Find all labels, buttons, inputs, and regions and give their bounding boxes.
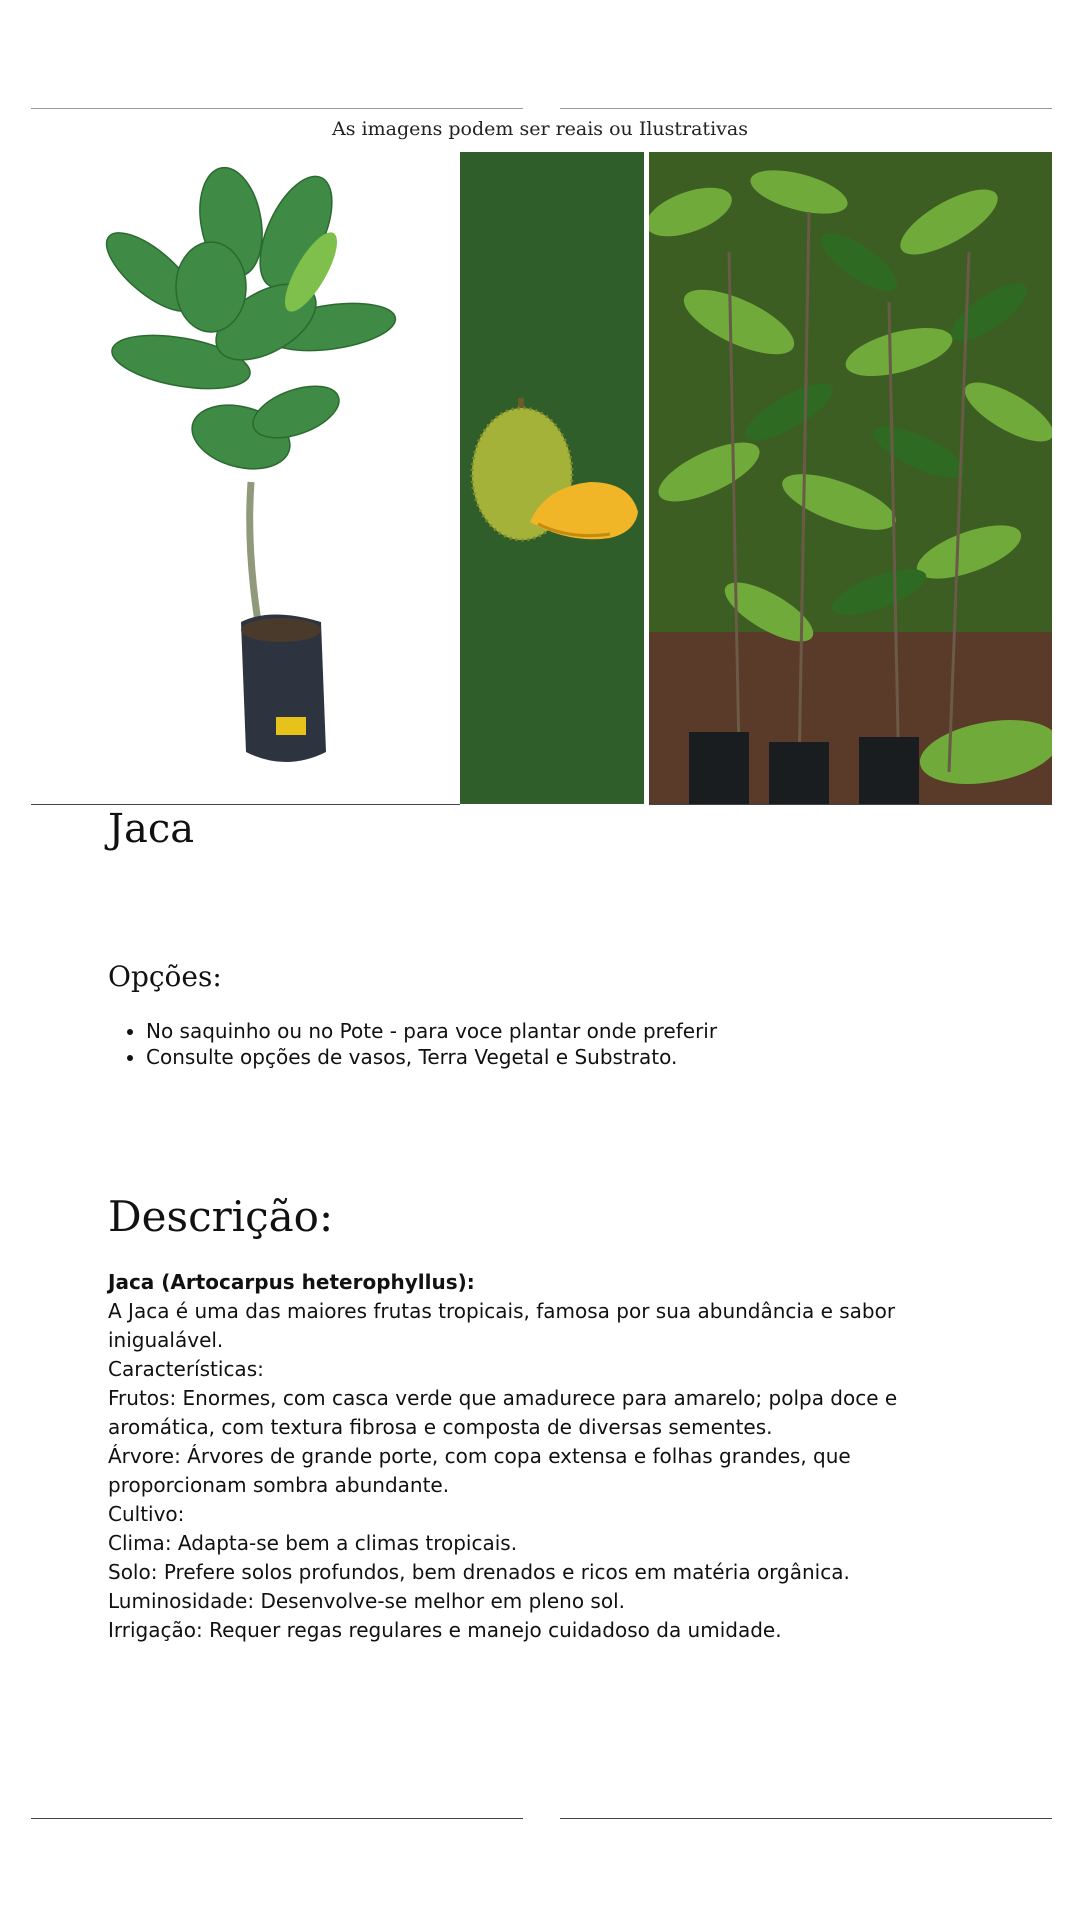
product-image-gallery	[31, 152, 1052, 804]
footer-divider-right	[560, 1818, 1052, 1819]
description-body	[108, 1268, 928, 1645]
description-line: Características:	[108, 1357, 264, 1381]
gallery-image-seedling[interactable]	[31, 152, 460, 804]
image-disclaimer: As imagens podem ser reais ou Ilustrativas	[332, 118, 748, 140]
options-heading: Opções:	[108, 960, 222, 993]
gallery-image-nursery[interactable]	[649, 152, 1052, 804]
top-divider-right	[560, 108, 1052, 109]
description-line: Árvore: Árvores de grande porte, com copa extensa e folhas grandes, que proporcionam sombra abundante.	[108, 1444, 851, 1497]
description-line: Frutos: Enormes, com casca verde que amadurece para amarelo; polpa doce e aromática, com textura fibrosa e composta de diversas sementes.	[108, 1386, 898, 1439]
gallery-bottom-divider-right	[649, 804, 1052, 805]
list-item: • No saquinho ou no Pote - para voce plantar onde preferir	[146, 1018, 717, 1044]
description-line: A Jaca é uma das maiores frutas tropicais, famosa por sua abundância e sabor inigualável.	[108, 1299, 896, 1352]
gallery-image-fruit[interactable]	[460, 152, 644, 804]
description-title: Jaca (Artocarpus heterophyllus):	[108, 1270, 475, 1294]
description-line: Cultivo:	[108, 1502, 185, 1526]
description-heading: Descrição:	[108, 1192, 334, 1241]
top-divider-left	[31, 108, 523, 109]
potted-jackfruit-seedling-image	[31, 152, 460, 804]
description-line: Luminosidade: Desenvolve-se melhor em pleno sol.	[108, 1589, 625, 1613]
description-line: Solo: Prefere solos profundos, bem drenados e ricos em matéria orgânica.	[108, 1560, 850, 1584]
footer-divider-left	[31, 1818, 523, 1819]
list-item: • Consulte opções de vasos, Terra Vegetal e Substrato.	[146, 1044, 717, 1070]
description-line: Clima: Adapta-se bem a climas tropicais.	[108, 1531, 518, 1555]
product-title: Jaca	[108, 806, 195, 852]
jackfruit-nursery-plants-image	[649, 152, 1052, 804]
gallery-bottom-divider-left	[31, 804, 460, 805]
description-line: Irrigação: Requer regas regulares e manejo cuidadoso da umidade.	[108, 1618, 782, 1642]
jackfruit-fruit-image	[460, 152, 644, 804]
options-list	[108, 1018, 717, 1070]
